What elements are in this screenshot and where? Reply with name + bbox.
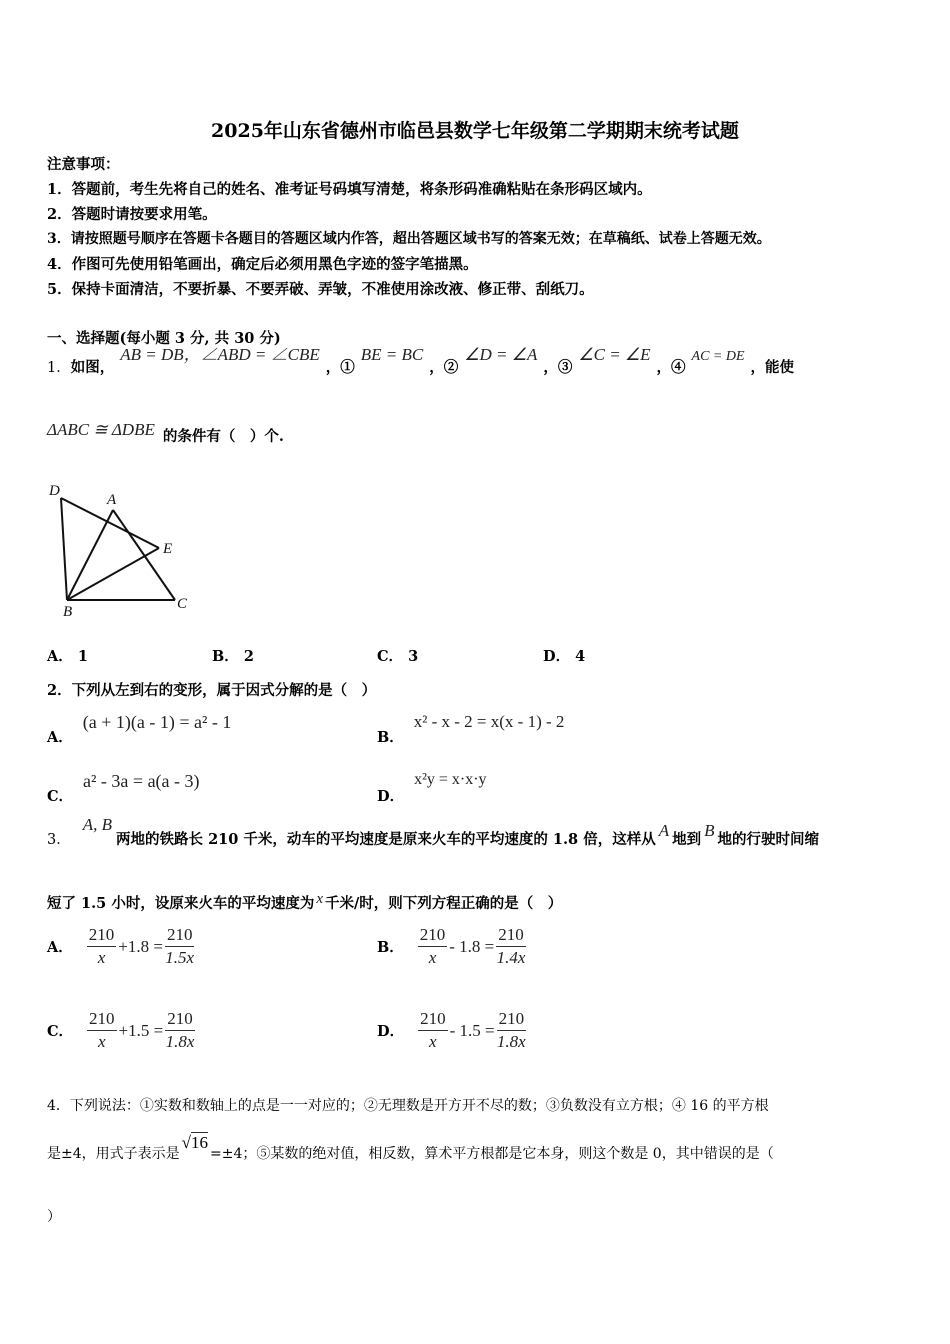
condition-4: AC = DE [691, 349, 745, 364]
notice-item: 2．答题时请按要求用笔。 [47, 206, 217, 223]
fraction: $\frac{210}{x}$ [419, 925, 446, 967]
separator: ，② [429, 359, 459, 376]
question-lead: 如图， [70, 359, 115, 376]
vertex-label-a: A [107, 492, 117, 508]
option-b: B． 2 [212, 648, 254, 665]
option-d: D． $\frac{210}{x}$ - 1.5 = $\frac{210}{1.8x}$ [377, 1009, 526, 1051]
question-text: 两地的铁路长 210 千米，动车的平均速度是原来火车的平均速度的 1.8 倍，这样从 [116, 831, 656, 848]
question-number: 1． [47, 360, 71, 376]
vertex-label-b: B [63, 604, 73, 618]
option-b: B． x² - x - 2 = x(x - 1) - 2 [377, 712, 565, 746]
option-d: D． 4 [543, 648, 586, 665]
option-d: D． x²y = x·x·y [377, 771, 487, 805]
option-b: B． $\frac{210}{x}$ - 1.8 = $\frac{210}{1.4x}$ [377, 925, 526, 967]
condition-3: ∠C = ∠E [578, 345, 651, 364]
congruence-expression: ΔABC ≅ ΔDBE [47, 420, 155, 439]
option-expression: a² - 3a = a(a - 3) [83, 771, 200, 791]
notice-item: 4．作图可先使用铅笔画出，确定后必须用黑色字迹的签字笔描黑。 [47, 256, 478, 273]
option-c: C． $\frac{210}{x}$ +1.5 = $\frac{210}{1.8x}$ [47, 1009, 195, 1051]
point-a: A [658, 821, 670, 840]
question-text: 短了 1.5 小时，设原来火车的平均速度为 [47, 895, 315, 912]
fraction: $\frac{210}{1.8x}$ [165, 1009, 195, 1051]
vertex-label-d: D [49, 483, 60, 499]
question-text: 千米/时，则下列方程正确的是（ ） [325, 895, 563, 912]
option-a: A． 1 [47, 648, 88, 665]
notice-item: 1．答题前，考生先将自己的姓名、准考证号码填写清楚，将条形码准确粘贴在条形码区域内。 [47, 181, 652, 198]
given-condition: AB = DB，∠ABD = ∠CBE [120, 345, 320, 364]
page-title: 2025年山东省德州市临邑县数学七年级第二学期期末统考试题 [211, 120, 739, 142]
points-ab: A, B [82, 815, 113, 834]
question-tail: ，能使 [750, 359, 795, 376]
question-stem: 2．下列从左到右的变形，属于因式分解的是（ ） [47, 682, 377, 699]
question-text: ） [47, 1209, 61, 1225]
variable-x: x [316, 891, 323, 907]
question-text: 是±4，用式子表示是 [47, 1146, 180, 1162]
fraction: $\frac{210}{x}$ [88, 925, 115, 967]
option-expression: x²y = x·x·y [414, 771, 487, 788]
question-text: 地到 [672, 831, 702, 848]
vertex-label-c: C [177, 596, 188, 612]
question-text: 地的行驶时间缩 [717, 831, 819, 848]
segment-db [61, 498, 67, 600]
separator: ，① [325, 359, 355, 376]
fraction: $\frac{210}{x}$ [420, 1009, 446, 1051]
condition-1: BE = BC [360, 345, 424, 364]
option-expression: (a + 1)(a - 1) = a² - 1 [82, 712, 232, 732]
option-a: A． (a + 1)(a - 1) = a² - 1 [47, 712, 232, 746]
section-heading: 一、选择题(每小题 3 分, 共 30 分) [47, 330, 281, 347]
option-c: C． a² - 3a = a(a - 3) [47, 771, 200, 805]
question-text: 的条件有（ ）个. [162, 428, 284, 445]
point-b: B [704, 821, 715, 840]
fraction: $\frac{210}{1.4x}$ [496, 925, 526, 967]
fraction: $\frac{210}{1.8x}$ [496, 1009, 526, 1051]
separator: ，③ [543, 359, 573, 376]
option-expression: x² - x - 2 = x(x - 1) - 2 [413, 712, 565, 731]
option-c: C． 3 [377, 648, 419, 665]
fraction: $\frac{210}{x}$ [89, 1009, 115, 1051]
separator: ，④ [656, 359, 686, 376]
option-a: A． $\frac{210}{x}$ +1.8 = $\frac{210}{1.5x}$ [47, 925, 195, 967]
sqrt-expression: √16 [181, 1133, 208, 1152]
question-number: 3． [47, 832, 71, 848]
triangle-figure [45, 478, 200, 618]
fraction: $\frac{210}{1.5x}$ [165, 925, 195, 967]
notice-item: 3．请按照题号顺序在答题卡各题目的答题区域内作答，超出答题区域书写的答案无效；在草稿纸、试卷上答题无效。 [47, 231, 771, 247]
notice-item: 5．保持卡面清洁，不要折暴、不要弄破、弄皱，不准使用涂改液、修正带、刮纸刀。 [47, 281, 594, 298]
question-text: 4．下列说法：①实数和数轴上的点是一一对应的；②无理数是开方开不尽的数；③负数没有立方根；④ 16 的平方根 [47, 1098, 769, 1114]
vertex-label-e: E [163, 541, 173, 557]
question-text: =±4；⑤某数的绝对值，相反数，算术平方根都是它本身，则这个数是 0，其中错误的是（ [209, 1146, 774, 1162]
notice-heading: 注意事项： [47, 156, 120, 173]
condition-2: ∠D = ∠A [464, 345, 538, 364]
